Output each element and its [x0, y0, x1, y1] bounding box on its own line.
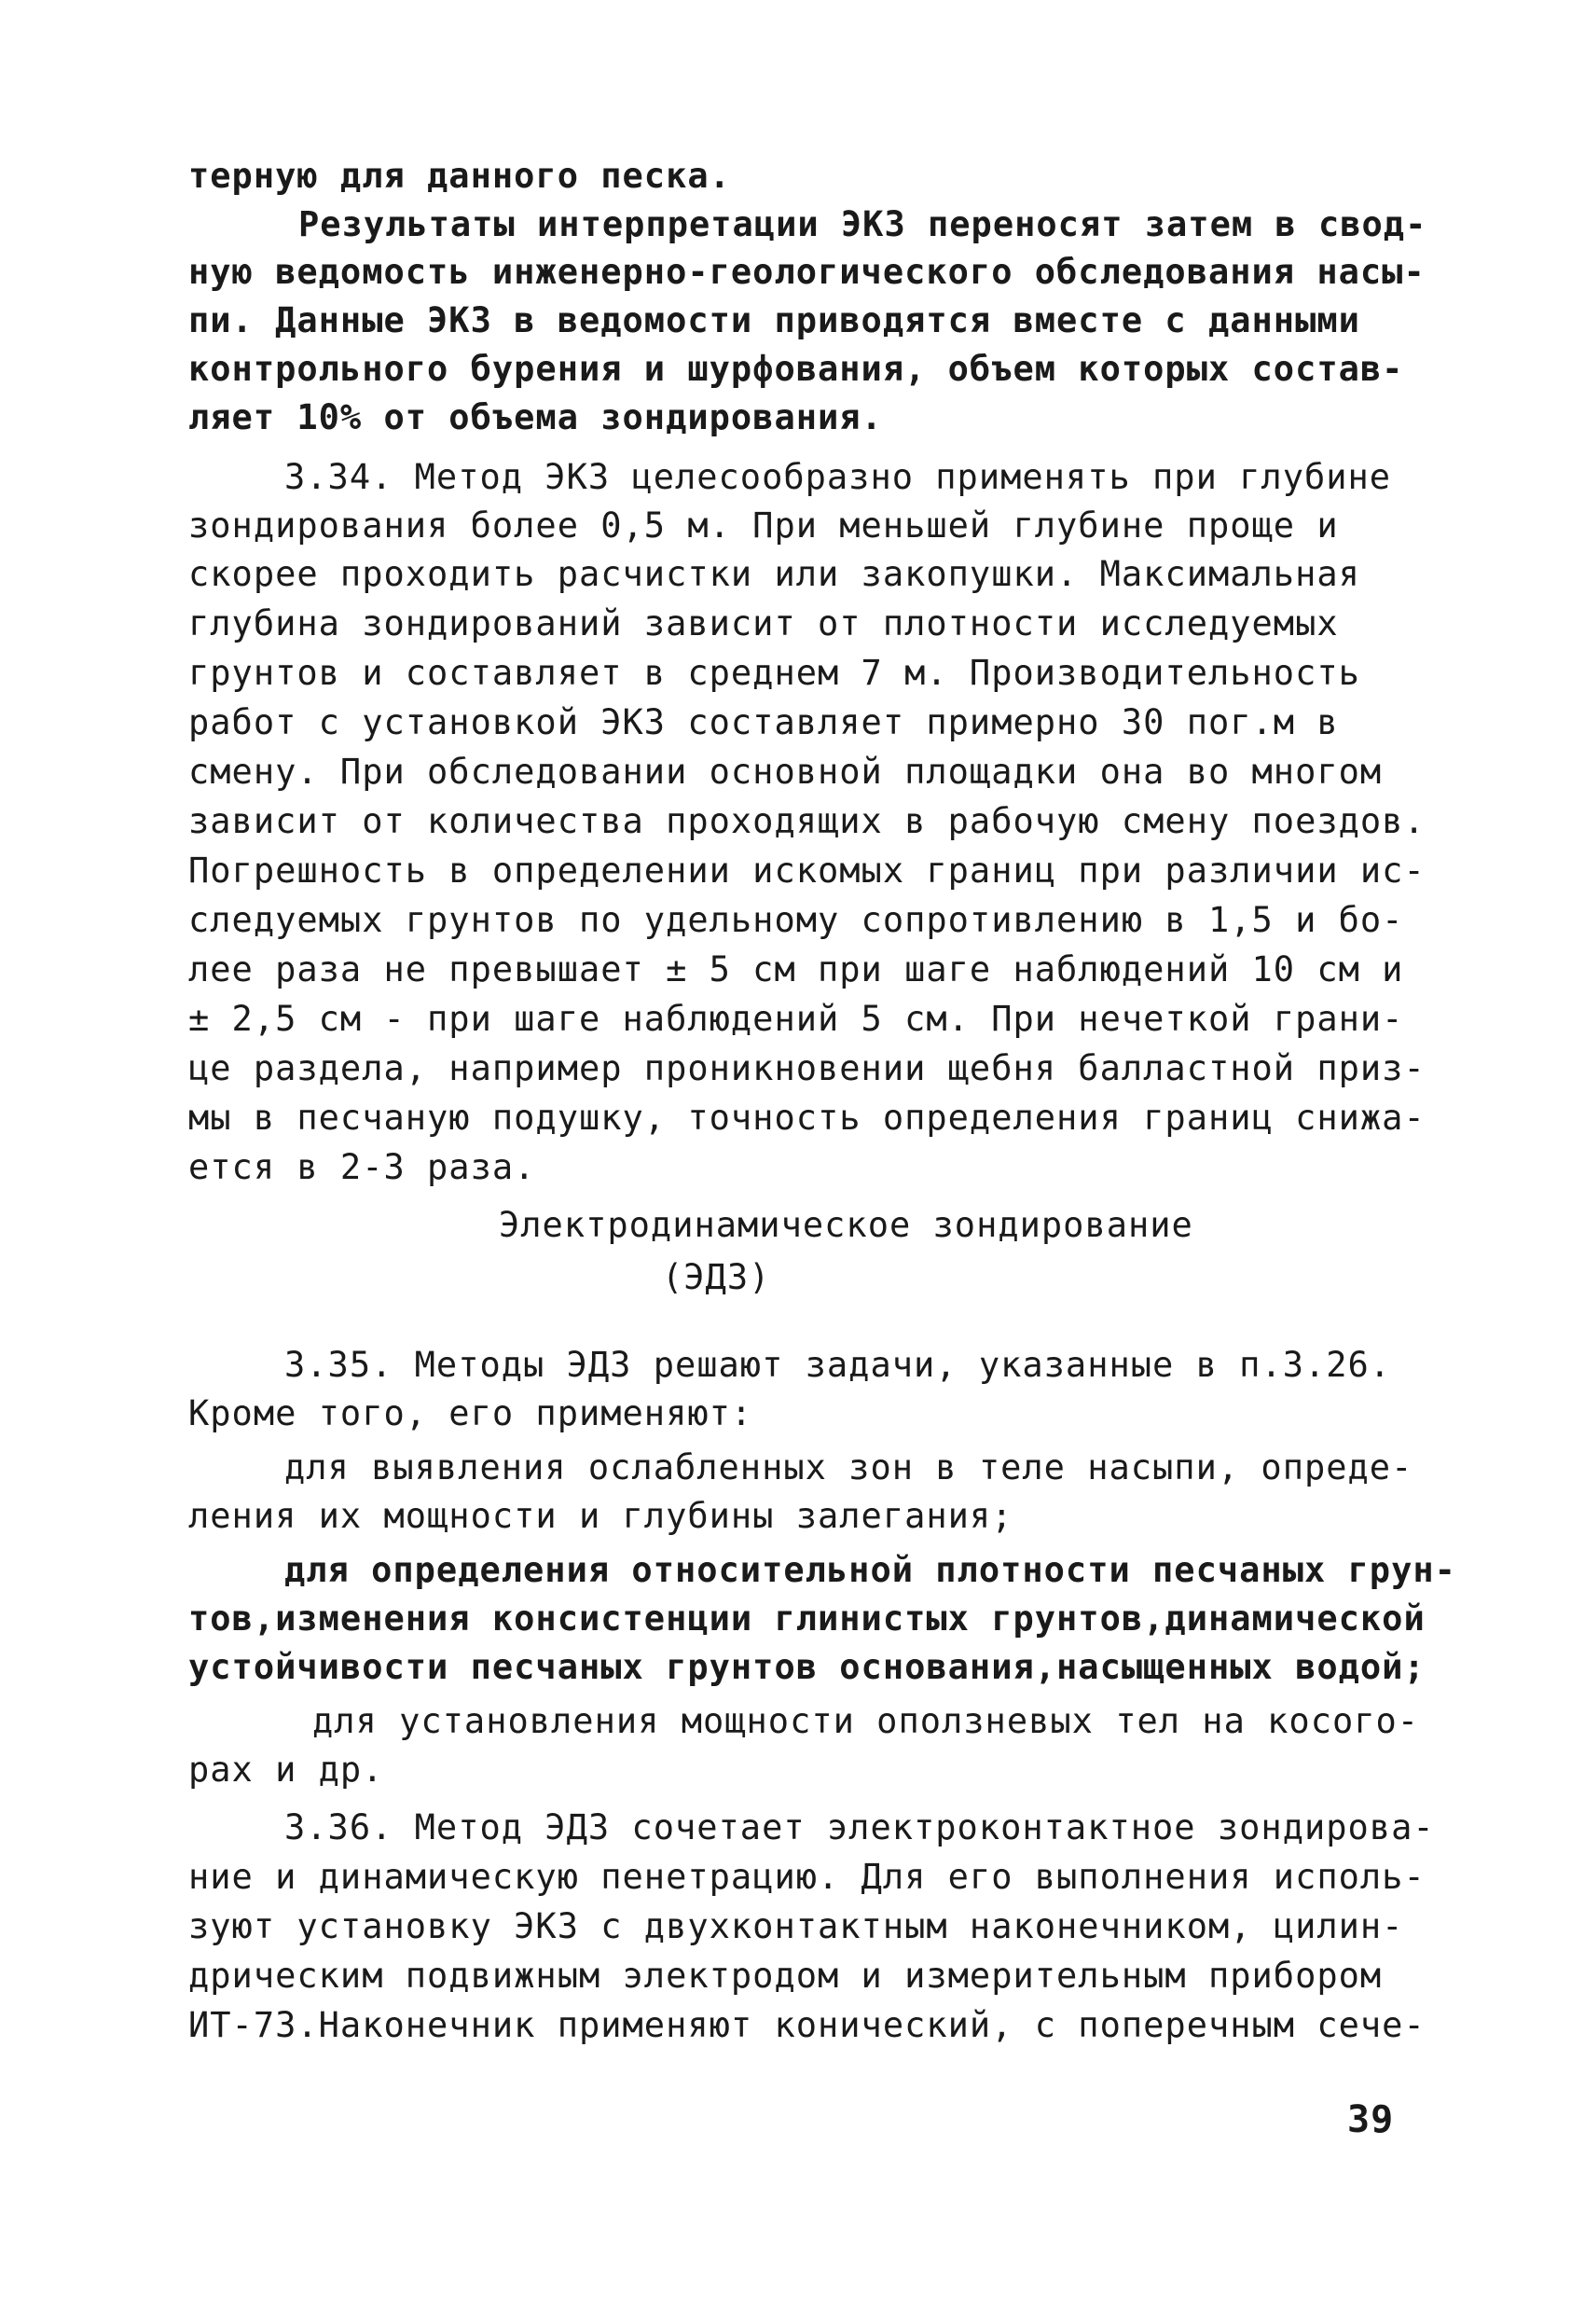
text-line: ную ведомость инженерно-геологического обследования насы- [188, 252, 1426, 292]
text-line: 3.36. Метод ЭДЗ сочетает электроконтактное зондирова- [284, 1807, 1435, 1847]
text-line: устойчивости песчаных грунтов основания,насыщенных водой; [188, 1647, 1426, 1687]
text-line: це раздела, например проникновении щебня балластной приз- [188, 1048, 1426, 1088]
text-line: Кроме того, его применяют: [188, 1393, 753, 1433]
text-line: Результаты интерпретации ЭКЗ переносят затем в свод- [298, 204, 1427, 244]
list-item: для установления мощности оползневых тел на косого- [312, 1701, 1420, 1741]
text-line: рах и др. [188, 1750, 384, 1790]
text-line: контрольного бурения и шурфования, объем которых состав- [188, 349, 1404, 389]
text-line: ние и динамическую пенетрацию. Для его выполнения исполь- [188, 1857, 1426, 1897]
text-line: терную для данного песка. [188, 156, 731, 196]
text-line: 3.34. Метод ЭКЗ целесообразно применять при глубине [284, 457, 1392, 497]
text-line: зондирования более 0,5 м. При меньшей глубине проще и [188, 505, 1339, 546]
list-item: для определения относительной плотности песчаных грун- [284, 1550, 1456, 1590]
text-line: лее раза не превышает ± 5 см при шаге наблюдений 10 см и [188, 949, 1404, 989]
section-heading: Электродинамическое зондирование [499, 1205, 1193, 1245]
text-line: ± 2,5 см - при шаге наблюдений 5 см. При нечеткой грани- [188, 999, 1404, 1039]
text-line: ется в 2-3 раза. [188, 1147, 536, 1187]
text-line: тов,изменения консистенции глинистых грунтов,динамической [188, 1598, 1426, 1639]
text-line: 3.35. Методы ЭДЗ решают задачи, указанные в п.3.26. [284, 1345, 1392, 1385]
text-line: дрическим подвижным электродом и измерительным прибором [188, 1956, 1383, 1996]
text-line: глубина зондирований зависит от плотности исследуемых [188, 603, 1339, 643]
text-line: грунтов и составляет в среднем 7 м. Производительность [188, 653, 1360, 693]
section-heading-abbreviation: (ЭДЗ) [662, 1257, 771, 1297]
text-line: ИТ-73.Наконечник применяют конический, с поперечным сече- [188, 2005, 1426, 2045]
text-line: пи. Данные ЭКЗ в ведомости приводятся вместе с данными [188, 300, 1360, 340]
text-line: смену. При обследовании основной площадки она во многом [188, 752, 1383, 792]
text-line: следуемых грунтов по удельному сопротивлению в 1,5 и бо- [188, 900, 1404, 940]
text-line: ления их мощности и глубины залегания; [188, 1496, 1013, 1536]
text-line: зуют установку ЭКЗ с двухконтактным наконечником, цилин- [188, 1906, 1404, 1946]
text-line: скорее проходить расчистки или закопушки. Максимальная [188, 554, 1360, 594]
list-item: для выявления ослабленных зон в теле насыпи, опреде- [284, 1447, 1413, 1487]
text-line: работ с установкой ЭКЗ составляет примерно 30 пог.м в [188, 702, 1339, 742]
text-line: зависит от количества проходящих в рабочую смену поездов. [188, 801, 1426, 841]
text-line: Погрешность в определении искомых границ при различии ис- [188, 851, 1426, 891]
text-line: ляет 10% от объема зондирования. [188, 397, 883, 437]
page-number: 39 [1347, 2098, 1395, 2141]
text-line: мы в песчаную подушку, точность определения границ снижа- [188, 1098, 1426, 1138]
